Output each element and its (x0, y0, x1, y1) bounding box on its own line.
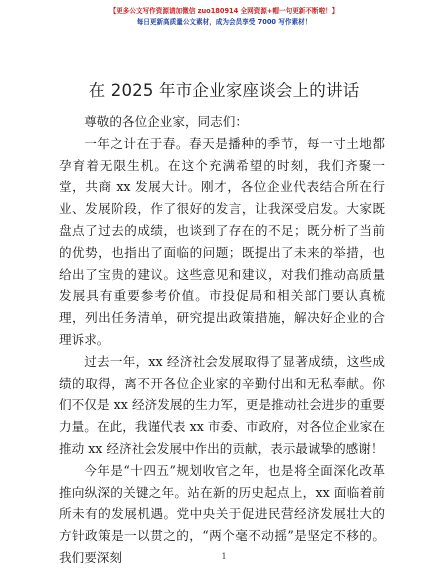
banner-subline: 每日更新高质量公文素材，成为会员享受 7000 写作素材！ (136, 18, 312, 26)
salutation: 尊敬的各位企业家，同志们： (84, 114, 248, 129)
banner-promo-line: 【更多公文写作资源请加微信 zuo180914 全网资源+帽一句更新不断啦！】 (109, 7, 339, 15)
page-number: 1 (221, 552, 227, 561)
document-title: 在 2025 年市企业家座谈会上的讲话 (88, 81, 360, 100)
document-body (59, 111, 385, 569)
header-banner (0, 6, 448, 28)
body-paragraph-2: 过去一年，xx 经济社会发展取得了显著成绩，这些成绩的取得，离不开各位企业家的辛勤付出和无私奉献。你们不仅是 xx 经济发展的生力军，更是推动社会进步的重要力量。在此，我谨代表 xx 市委、市政府，对各位企业家在推动 xx 经济社会发展中作出的贡献，表示最诚挚的感谢！ (59, 353, 385, 456)
body-paragraph-3: 今年是“十四五”规划收官之年，也是将全面深化改革推向纵深的关键之年。站在新的历史起点上，xx 面临着前所未有的发展机遇。党中央关于促进民营经济发展壮大的方针政策是一以贯之的，“两个毫不动摇”是坚定不移的。我们要深刻 (59, 462, 385, 565)
body-paragraph-1: 一年之计在于春。春天是播种的季节，每一寸土地都孕育着无限生机。在这个充满希望的时刻，我们齐聚一堂，共商 xx 发展大计。刚才，各位企业代表结合所在行业、发展阶段，作了很好的发言，让我深受启发。大家既盘点了过去的成绩，也谈到了存在的不足；既分析了当前的优势，也指出了面临的问题；既提出了未来的举措，也给出了宝贵的建议。这些意见和建议，对我们推动高质量发展具有重要参考价值。市投促局和相关部门要认真梳理，列出任务清单，研究提出政策措施，解决好企业的合理诉求。 (59, 135, 385, 347)
